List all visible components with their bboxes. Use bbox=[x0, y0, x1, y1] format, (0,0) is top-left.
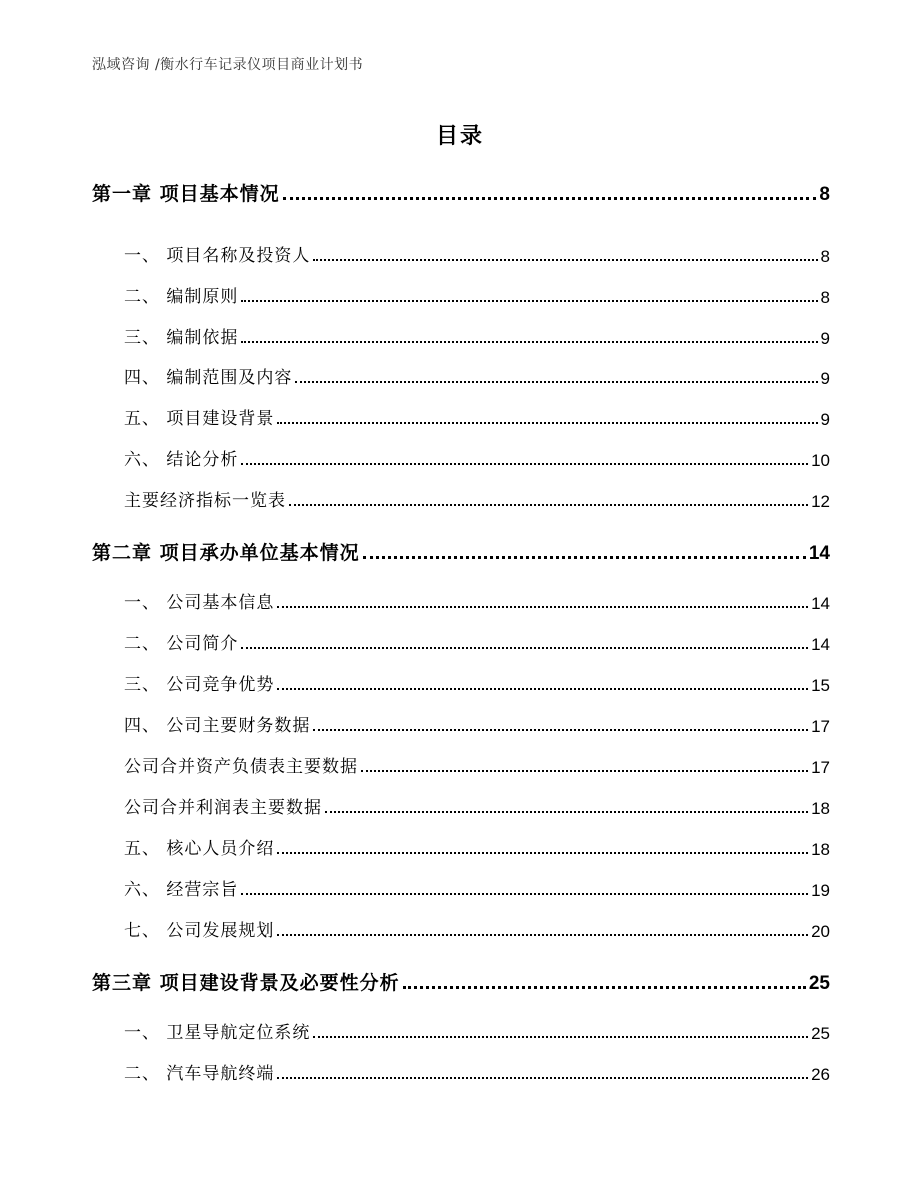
toc-entry-label: 一、 公司基本信息 bbox=[124, 593, 275, 613]
toc-entry-label: 二、 公司简介 bbox=[124, 634, 239, 654]
toc-page-number: 9 bbox=[820, 410, 830, 429]
toc-leader-dots bbox=[363, 556, 806, 559]
toc-page-number: 9 bbox=[820, 369, 830, 388]
toc-section[interactable] bbox=[92, 289, 830, 306]
toc-section[interactable] bbox=[92, 923, 830, 940]
toc-entry-label: 六、 经营宗旨 bbox=[124, 880, 239, 900]
toc-leader-dots bbox=[277, 934, 808, 936]
toc-section[interactable] bbox=[92, 330, 830, 347]
toc-leader-dots bbox=[313, 259, 817, 261]
toc-section[interactable] bbox=[92, 595, 830, 612]
toc-chapter[interactable] bbox=[92, 974, 830, 993]
toc-section[interactable] bbox=[92, 636, 830, 653]
toc-subentry[interactable] bbox=[92, 493, 830, 510]
toc-list bbox=[92, 0, 830, 1191]
toc-section[interactable] bbox=[92, 882, 830, 899]
toc-section[interactable] bbox=[92, 248, 830, 265]
toc-page-number: 17 bbox=[811, 758, 830, 777]
toc-leader-dots bbox=[325, 811, 808, 813]
toc-leader-dots bbox=[277, 852, 808, 854]
toc-page-number: 8 bbox=[819, 184, 830, 205]
toc-entry-label: 六、 结论分析 bbox=[124, 450, 239, 470]
toc-entry-label: 第二章 项目承办单位基本情况 bbox=[92, 542, 360, 564]
toc-leader-dots bbox=[277, 422, 817, 424]
toc-section[interactable] bbox=[92, 841, 830, 858]
toc-section[interactable] bbox=[92, 718, 830, 735]
toc-page-number: 12 bbox=[811, 492, 830, 511]
toc-page-number: 25 bbox=[808, 973, 830, 994]
toc-page-number: 19 bbox=[811, 881, 830, 900]
toc-page-number: 9 bbox=[820, 329, 830, 348]
toc-leader-dots bbox=[277, 606, 808, 608]
toc-page-number: 17 bbox=[811, 717, 830, 736]
toc-leader-dots bbox=[295, 381, 817, 383]
toc-page-number: 25 bbox=[811, 1024, 830, 1043]
toc-page-number: 10 bbox=[811, 451, 830, 470]
toc-entry-label: 五、 项目建设背景 bbox=[124, 409, 275, 429]
toc-leader-dots bbox=[277, 688, 808, 690]
toc-page-number: 15 bbox=[811, 676, 830, 695]
toc-entry-label: 第三章 项目建设背景及必要性分析 bbox=[92, 972, 400, 994]
toc-leader-dots bbox=[241, 300, 817, 302]
toc-page-number: 14 bbox=[811, 594, 830, 613]
toc-leader-dots bbox=[241, 463, 808, 465]
toc-leader-dots bbox=[283, 197, 817, 200]
toc-entry-label: 第一章 项目基本情况 bbox=[92, 183, 280, 205]
toc-entry-label: 五、 核心人员介绍 bbox=[124, 839, 275, 859]
toc-page-number: 20 bbox=[811, 922, 830, 941]
toc-page-number: 18 bbox=[811, 799, 830, 818]
toc-entry-label: 四、 公司主要财务数据 bbox=[124, 716, 311, 736]
page-header: 泓域咨询 /衡水行车记录仪项目商业计划书 bbox=[92, 57, 364, 73]
toc-entry-label: 三、 公司竞争优势 bbox=[124, 675, 275, 695]
toc-leader-dots bbox=[403, 986, 806, 989]
toc-entry-label: 四、 编制范围及内容 bbox=[124, 368, 293, 388]
toc-section[interactable] bbox=[92, 1066, 830, 1083]
toc-leader-dots bbox=[241, 893, 808, 895]
toc-section[interactable] bbox=[92, 452, 830, 469]
toc-entry-label: 二、 汽车导航终端 bbox=[124, 1064, 275, 1084]
toc-entry-label: 公司合并资产负债表主要数据 bbox=[124, 757, 358, 777]
toc-page-number: 14 bbox=[811, 635, 830, 654]
toc-leader-dots bbox=[241, 341, 817, 343]
toc-entry-label: 三、 编制依据 bbox=[124, 328, 239, 348]
toc-page-number: 8 bbox=[820, 247, 830, 266]
toc-leader-dots bbox=[313, 729, 808, 731]
toc-section[interactable] bbox=[92, 677, 830, 694]
toc-entry-label: 一、 卫星导航定位系统 bbox=[124, 1023, 311, 1043]
toc-page-number: 14 bbox=[808, 543, 830, 564]
toc-entry-label: 七、 公司发展规划 bbox=[124, 921, 275, 941]
toc-section[interactable] bbox=[92, 411, 830, 428]
toc-leader-dots bbox=[361, 770, 808, 772]
toc-page-number: 8 bbox=[820, 288, 830, 307]
toc-section[interactable] bbox=[92, 1025, 830, 1042]
toc-subentry[interactable] bbox=[92, 759, 830, 776]
toc-page-number: 26 bbox=[811, 1065, 830, 1084]
toc-page-number: 18 bbox=[811, 840, 830, 859]
toc-entry-label: 主要经济指标一览表 bbox=[124, 491, 286, 511]
toc-entry-label: 一、 项目名称及投资人 bbox=[124, 246, 311, 266]
toc-leader-dots bbox=[313, 1036, 808, 1038]
toc-section[interactable] bbox=[92, 370, 830, 387]
toc-leader-dots bbox=[277, 1077, 808, 1079]
toc-leader-dots bbox=[241, 647, 808, 649]
toc-entry-label: 公司合并利润表主要数据 bbox=[124, 798, 322, 818]
toc-chapter[interactable] bbox=[92, 544, 830, 563]
toc-subentry[interactable] bbox=[92, 800, 830, 817]
toc-leader-dots bbox=[289, 504, 808, 506]
toc-title: 目录 bbox=[435, 124, 484, 149]
toc-entry-label: 二、 编制原则 bbox=[124, 287, 239, 307]
toc-chapter[interactable] bbox=[92, 185, 830, 204]
